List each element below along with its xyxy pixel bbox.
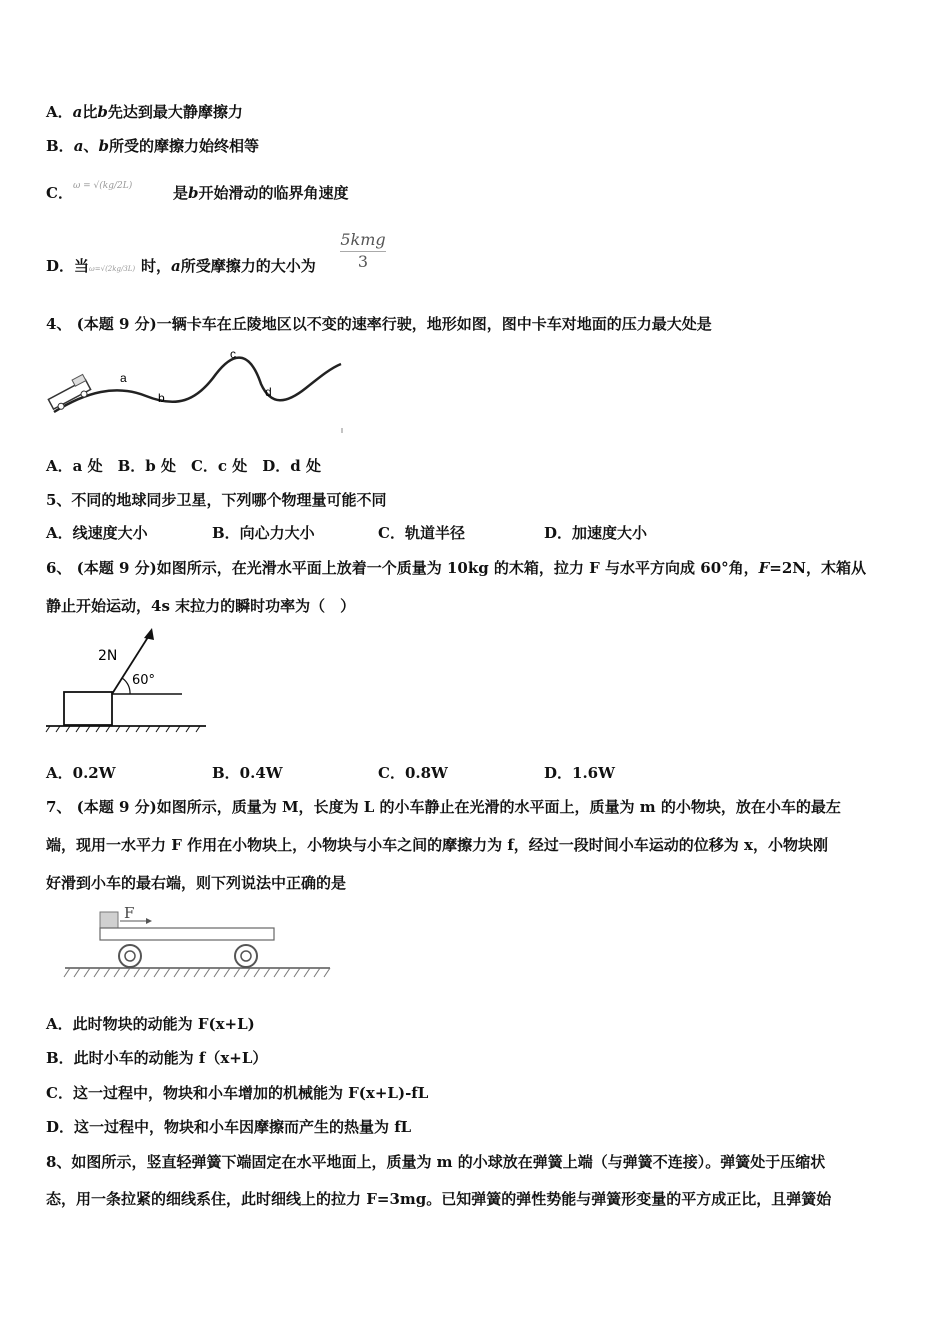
text: 比 [82, 103, 98, 121]
truck-icon [46, 374, 93, 412]
q8-stem-line2: 态，用一条拉紧的细线系住，此时细线上的拉力 F=3mg。已知弹簧的弹性势能与弹簧形变量的平方成正比，且弹簧始 [46, 1190, 832, 1208]
q6-option-d: D．1.6W [544, 764, 615, 782]
fraction-denominator: 3 [357, 252, 369, 271]
q4-terrain-figure [46, 344, 346, 436]
text: 时， [141, 257, 172, 275]
q5-option-a: A．线速度大小 [46, 524, 148, 542]
var-b: b [97, 103, 108, 121]
text: 、 [83, 137, 99, 155]
option-label: C． [46, 184, 73, 202]
ground-hatching [64, 968, 330, 977]
var-b: b [187, 184, 199, 202]
cart-wheel-right [235, 945, 257, 967]
q5-option-d: D．加速度大小 [544, 524, 648, 542]
q7-stem-line2: 端，现用一水平力 F 作用在小物块上，小物块与小车之间的摩擦力为 f，经过一段时间小车运动的位移为 x，小物块刚 [46, 836, 828, 854]
cart-wheel-left [119, 945, 141, 967]
force-label: F [124, 904, 135, 922]
q6-box-figure [46, 620, 211, 735]
q3-option-b [46, 136, 259, 156]
q3-option-d [46, 256, 316, 279]
text: 当 [74, 257, 90, 275]
fraction-5kmg-over-3 [340, 230, 386, 271]
q7-option-a: A．此时物块的动能为 F(x+L) [46, 1015, 255, 1033]
small-block [100, 912, 118, 928]
q7-stem-line1: 7、 (本题 9 分)如图所示，质量为 M，长度为 L 的小车静止在光滑的水平面上，质量为 m 的小物块，放在小车的最左 [46, 798, 841, 816]
text: 所受的摩擦力始终相等 [108, 137, 259, 155]
q4-stem: 4、 (本题 9 分)一辆卡车在丘陵地区以不变的速率行驶，地形如图，图中卡车对地面的压力最大处是 [46, 315, 712, 333]
text: =2N，木箱从 [769, 559, 867, 577]
angle-arc [122, 678, 130, 694]
q6-stem-line2: 静止开始运动，4s 末拉力的瞬时功率为（ ） [46, 597, 356, 615]
text: 开始滑动的临界角速度 [198, 184, 349, 202]
q7-option-b: B．此时小车的动能为 f（x+L） [46, 1049, 268, 1067]
q7-option-d: D．这一过程中，物块和小车因摩擦而产生的热量为 fL [46, 1118, 412, 1136]
text: 6、 (本题 9 分)如图所示，在光滑水平面上放着一个质量为 10kg 的木箱，拉力 F 与水平方向成 60°角， [46, 559, 759, 577]
text: 是 [172, 184, 188, 202]
q6-stem-line1 [46, 558, 866, 578]
ground-hatching [46, 726, 200, 732]
terrain-curve [54, 358, 341, 412]
option-label: A． [46, 103, 73, 121]
option-label: D． [46, 257, 75, 275]
label-d: d [265, 385, 272, 399]
text: 所受摩擦力的大小为 [180, 257, 316, 275]
force-arrowhead [144, 628, 154, 640]
cart-body [100, 928, 274, 940]
q3-option-c [46, 183, 348, 206]
q7-option-c: C．这一过程中，物块和小车增加的机械能为 F(x+L)-fL [46, 1084, 429, 1102]
q7-stem-line3: 好滑到小车的最右端，则下列说法中正确的是 [46, 874, 347, 892]
q6-option-b: B．0.4W [212, 764, 283, 782]
var-a: a [171, 257, 181, 275]
q5-options [46, 523, 647, 543]
q4-options: A．a 处 B．b 处 C．c 处 D．d 处 [46, 457, 321, 475]
formula-omega: ω=√(2kg/3L) [89, 265, 136, 273]
wooden-box [64, 692, 112, 725]
label-a: a [120, 371, 127, 385]
q6-options [46, 763, 615, 783]
formula-omega: ω = √(kg/2L) [72, 181, 133, 191]
q5-option-c: C．轨道半径 [378, 524, 465, 542]
option-label: B． [46, 137, 74, 155]
fraction-numerator: 5kmg [340, 230, 386, 252]
q6-option-c: C．0.8W [378, 764, 448, 782]
var-a: a [72, 103, 83, 121]
force-label: 2N [98, 648, 118, 664]
label-b: b [158, 391, 165, 405]
q7-cart-figure [60, 900, 335, 985]
var-b: b [98, 137, 109, 155]
q6-option-a: A．0.2W [46, 764, 116, 782]
angle-label: 60° [132, 673, 156, 688]
var-a: a [73, 137, 84, 155]
q8-stem-line1: 8、如图所示，竖直轻弹簧下端固定在水平地面上，质量为 m 的小球放在弹簧上端（与弹簧不连接）。弹簧处于压缩状 [46, 1153, 826, 1171]
q3-option-a [46, 102, 243, 122]
q5-option-b: B．向心力大小 [212, 524, 315, 542]
text: 先达到最大静摩擦力 [107, 103, 243, 121]
q5-stem: 5、不同的地球同步卫星，下列哪个物理量可能不同 [46, 491, 387, 509]
var-f: F [758, 559, 770, 577]
force-arrowhead [146, 918, 152, 924]
label-c: c [230, 347, 236, 361]
